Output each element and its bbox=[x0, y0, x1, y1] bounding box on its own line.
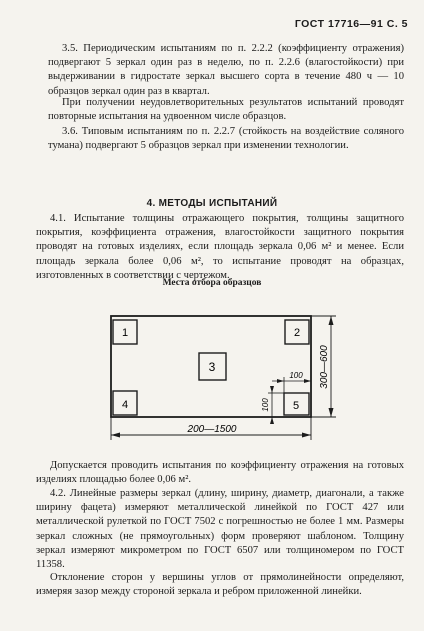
width-dimension-label: 200—1500 bbox=[187, 424, 237, 435]
paragraph-allowed: Допускается проводить испытания по коэффициенту отражения на готовых изделиях площадью более 0,06 м². bbox=[36, 460, 404, 486]
offset-100-vertical: 100 bbox=[261, 398, 270, 412]
page-header: ГОСТ 17716—91 С. 5 bbox=[294, 18, 408, 30]
sample-label-1: 1 bbox=[121, 327, 129, 339]
sample-label-3: 3 bbox=[208, 360, 216, 374]
paragraph-3-6: 3.6. Типовым испытаниям по п. 2.2.7 (стойкость на воздействие соляного тумана) подвергают 5 образцов зеркал при изменении технологии. bbox=[48, 126, 404, 152]
sample-label-2: 2 bbox=[293, 327, 301, 339]
paragraph-3-5: 3.5. Периодическим испытаниям по п. 2.2.2 (коэффициенту отражения) подвергают 5 зеркал один раз в неделю, по п. 2.2.6 (влагостойкости) при выдерживании в гидростате зеркал высшего сорта в течение 480 ч — 10 образцов зеркал один раз в квартал. bbox=[48, 43, 404, 97]
paragraph-deviation: Отклонение сторон у вершины углов от прямолинейности определяют, измеряя зазор между стороной зеркала и ребром приложенной линейки. bbox=[36, 572, 404, 598]
sample-label-5: 5 bbox=[292, 400, 300, 412]
paragraph-4-2: 4.2. Линейные размеры зеркал (длину, ширину, диаметр, диагонали, а также ширину фацета) измеряют металлической линейкой по ГОСТ 427 или металлической рулеткой по ГОСТ 7502 с погрешностью не более 1 мм. Размеры зеркал сложных (не прямоугольных) форм проверяют шаблоном. Толщину зеркал измеряют микрометром по ГОСТ 6507 или толщиномером по ГОСТ 11358. bbox=[36, 488, 404, 571]
section-title: 4. МЕТОДЫ ИСПЫТАНИЙ bbox=[146, 198, 278, 209]
offset-100-horizontal: 100 bbox=[289, 371, 303, 380]
paragraph-4-1: 4.1. Испытание толщины отражающего покрытия, толщины защитного покрытия, коэффициента отражения, влагостойкости защитного покрытия проводят на готовых изделиях, если площадь зеркала 0,06 м² и менее. Если площадь зеркала более 0,06 м², то испытание проводят на образцах, изготовленных в соответствии с чертежом. bbox=[36, 213, 404, 281]
figure-caption: Места отбора образцов bbox=[162, 278, 262, 288]
sample-label-4: 4 bbox=[121, 399, 129, 411]
height-dimension-label: 300—600 bbox=[319, 345, 330, 389]
paragraph-unsatisfactory: При получении неудовлетворительных результатов испытаний проводят повторные испытания на удвоенном числе образцов. bbox=[48, 97, 404, 123]
